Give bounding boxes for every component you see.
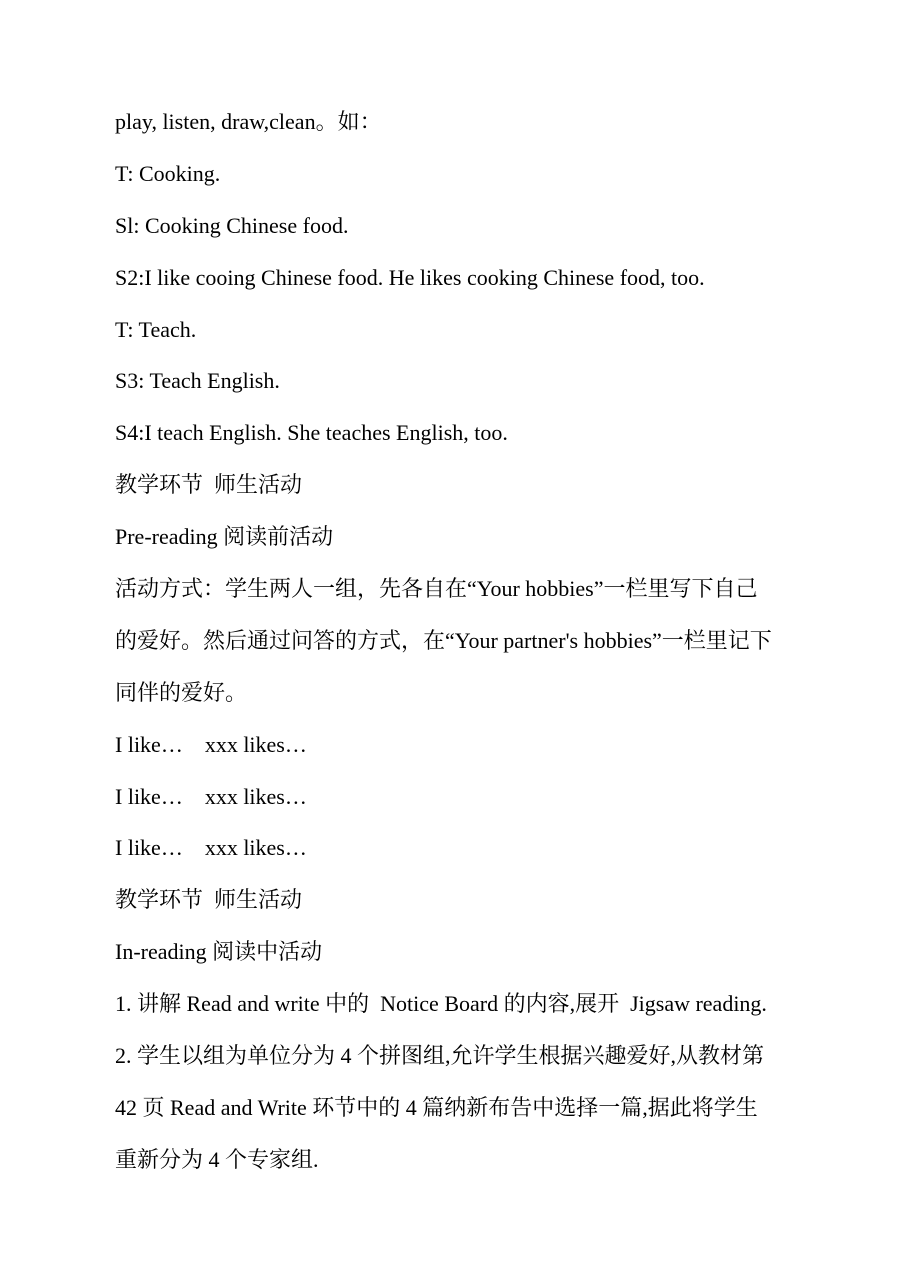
text-line: S4:I teach English. She teaches English, too. bbox=[115, 420, 508, 446]
text-line: 的爱好。然后通过问答的方式，在“Your partner's hobbies”一栏里记下 bbox=[115, 627, 772, 653]
text-line: S2:I like cooing Chinese food. He likes cooking Chinese food, too. bbox=[115, 264, 705, 290]
text-line: 活动方式：学生两人一组，先各自在“Your hobbies”一栏里写下自己 bbox=[115, 576, 758, 602]
text-line: Pre-reading 阅读前活动 bbox=[115, 524, 334, 550]
text-line: T: Cooking. bbox=[115, 160, 221, 186]
document-body bbox=[115, 106, 815, 1196]
text-line: I like… xxx likes… bbox=[115, 835, 307, 861]
text-line: Sl: Cooking Chinese food. bbox=[115, 212, 349, 238]
text-line: T: Teach. bbox=[115, 316, 197, 342]
section-heading: 教学环节 师生活动 bbox=[115, 472, 303, 498]
text-line: 重新分为 4 个专家组. bbox=[115, 1146, 319, 1172]
text-line: 2. 学生以组为单位分为 4 个拼图组,允许学生根据兴趣爱好,从教材第 bbox=[115, 1043, 765, 1069]
text-line: I like… xxx likes… bbox=[115, 731, 307, 757]
text-line: I like… xxx likes… bbox=[115, 783, 307, 809]
text-line: play, listen, draw,clean。如： bbox=[115, 109, 382, 134]
text-line: 42 页 Read and Write 环节中的 4 篇纳新布告中选择一篇,据此将学生 bbox=[115, 1094, 758, 1120]
text-line: S3: Teach English. bbox=[115, 368, 280, 394]
section-heading: 教学环节 师生活动 bbox=[115, 887, 303, 913]
text-line: In-reading 阅读中活动 bbox=[115, 939, 323, 965]
text-line: 同伴的爱好。 bbox=[115, 679, 248, 705]
text-line: 1. 讲解 Read and write 中的 Notice Board 的内容,展开 Jigsaw reading. bbox=[115, 991, 767, 1017]
